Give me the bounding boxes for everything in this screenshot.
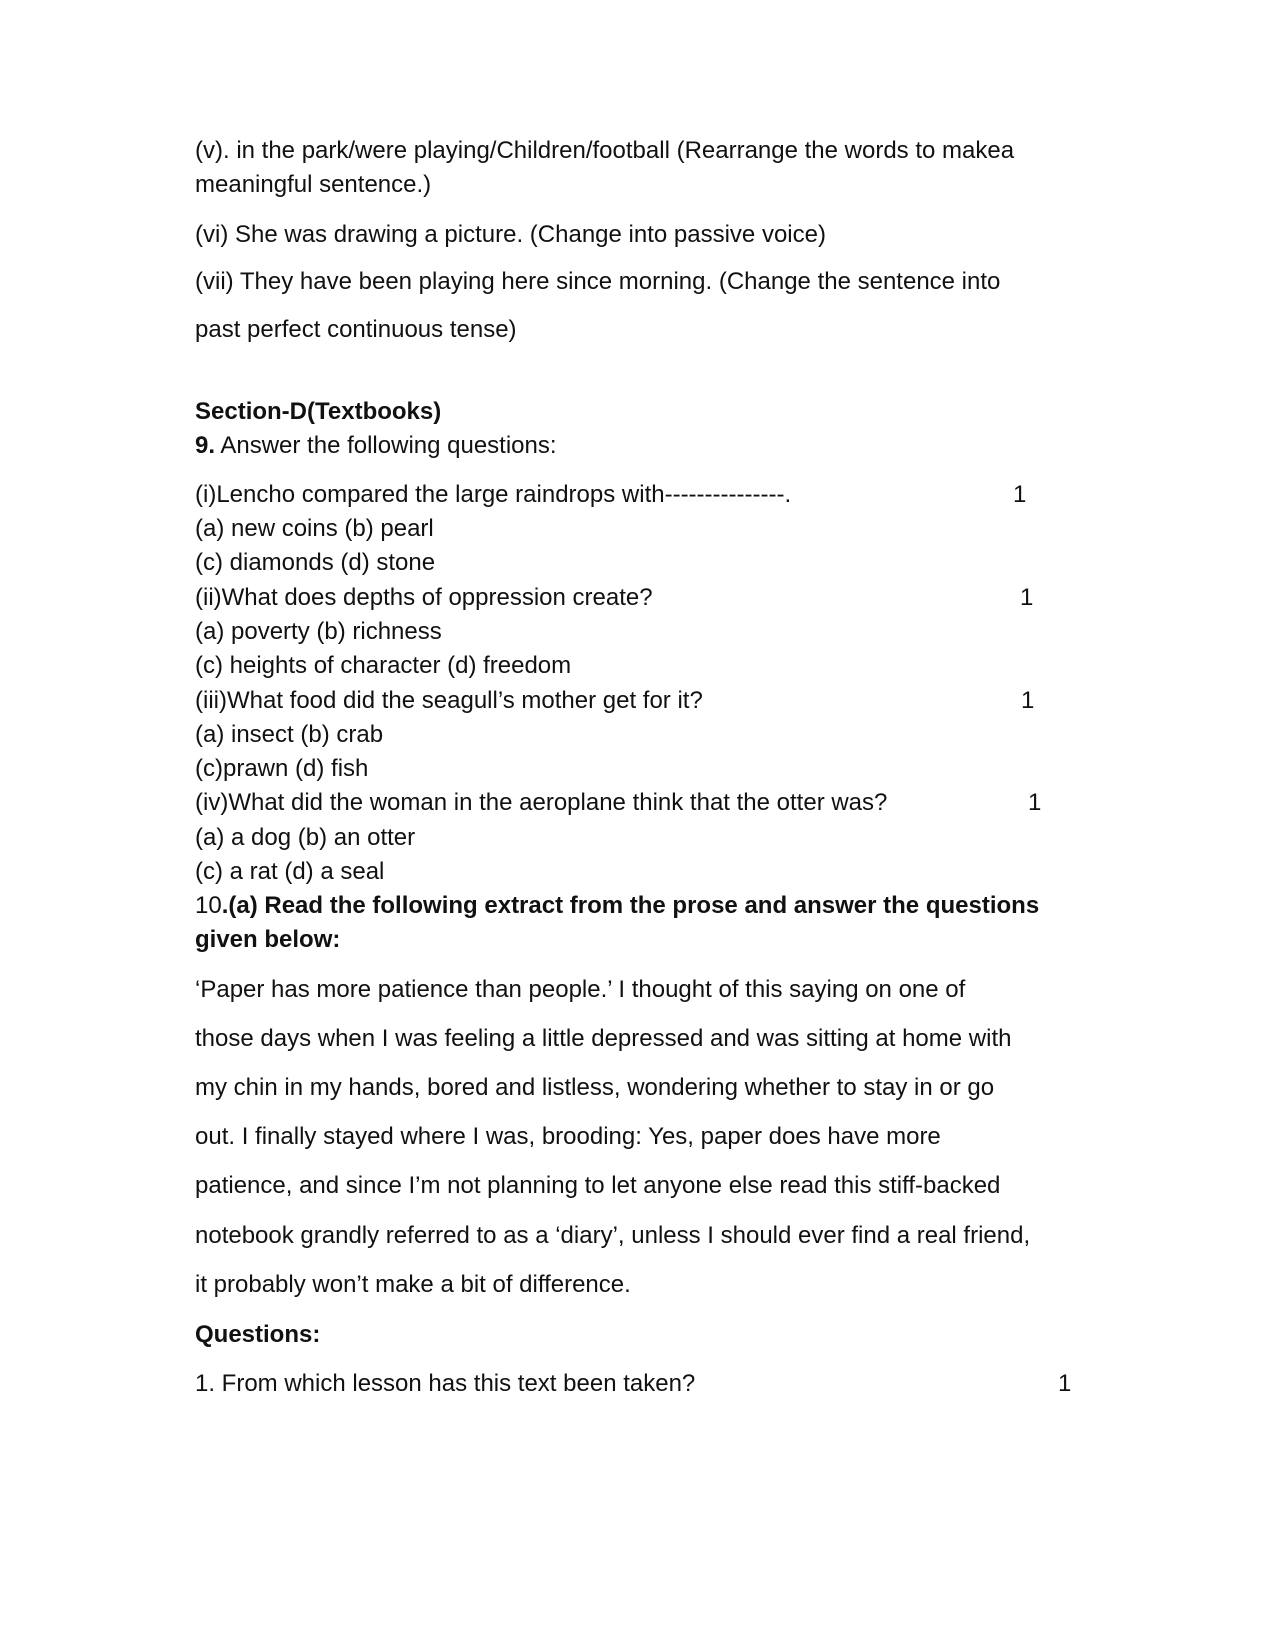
mcq-1-options-b: (c) diamonds (d) stone [195,549,436,576]
mcq-1-mark: 1 [1013,481,1027,508]
extract-line-5: patience, and since I’m not planning to let anyone else read this stiff-backed [195,1172,1001,1199]
mcq-4-options-a: (a) a dog (b) an otter [195,824,416,851]
grammar-q5-line1: (v). in the park/were playing/Children/football (Rearrange the words to makea [195,137,1015,164]
q10-question-1: 1. From which lesson has this text been taken? [195,1370,696,1397]
mcq-1-options-a: (a) new coins (b) pearl [195,515,434,542]
q10-heading-line2: given below: [195,926,341,953]
extract-line-4: out. I finally stayed where I was, brooding: Yes, paper does have more [195,1123,941,1150]
extract-line-7: it probably won’t make a bit of difference. [195,1271,631,1298]
mcq-2-mark: 1 [1020,584,1034,611]
extract-line-3: my chin in my hands, bored and listless, wondering whether to stay in or go [195,1074,995,1101]
mcq-2-question: (ii)What does depths of oppression create? [195,584,653,611]
q10-question-1-mark: 1 [1058,1370,1072,1397]
extract-line-2: those days when I was feeling a little depressed and was sitting at home with [195,1025,1012,1052]
q10-heading-text: .(a) Read the following extract from the prose and answer the questions [221,892,1040,919]
mcq-3-mark: 1 [1021,687,1035,714]
mcq-3-options-a: (a) insect (b) crab [195,721,384,748]
q9-prompt-text: Answer the following questions: [215,432,557,459]
section-d-heading: Section-D(Textbooks) [195,398,442,425]
grammar-q5-line2: meaningful sentence.) [195,171,432,198]
q9-prompt [195,431,557,461]
mcq-4-options-b: (c) a rat (d) a seal [195,858,385,885]
extract-line-6: notebook grandly referred to as a ‘diary’, unless I should ever find a real friend, [195,1222,1031,1249]
mcq-2-options-a: (a) poverty (b) richness [195,618,442,645]
mcq-3-question: (iii)What food did the seagull’s mother get for it? [195,687,703,714]
mcq-4-mark: 1 [1028,789,1042,816]
grammar-q7-line2: past perfect continuous tense) [195,316,517,343]
mcq-4-question: (iv)What did the woman in the aeroplane think that the otter was? [195,789,888,816]
mcq-3-options-b: (c)prawn (d) fish [195,755,369,782]
grammar-q6: (vi) She was drawing a picture. (Change into passive voice) [195,221,826,248]
mcq-2-options-b: (c) heights of character (d) freedom [195,652,572,679]
grammar-q7-line1: (vii) They have been playing here since morning. (Change the sentence into [195,268,1001,295]
q10-number: 10 [195,892,222,919]
q10-heading-line1 [195,891,1039,921]
q9-number: 9. [195,432,216,459]
mcq-1-question: (i)Lencho compared the large raindrops with---------------. [195,481,792,508]
extract-line-1: ‘Paper has more patience than people.’ I thought of this saying on one of [195,976,966,1003]
questions-heading: Questions: [195,1321,321,1348]
